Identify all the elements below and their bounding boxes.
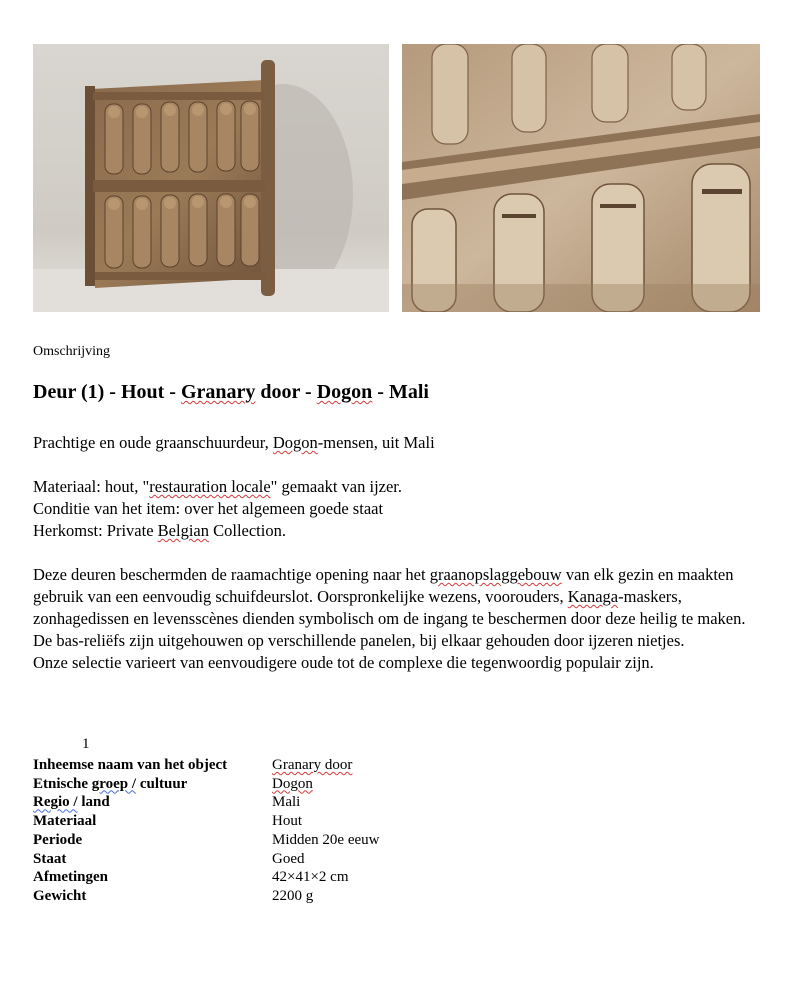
section-label: Omschrijving xyxy=(33,344,110,359)
table-row xyxy=(33,850,379,869)
details-text: Materiaal: hout, "restauration locale" gemaakt van ijzer. Conditie van het item: over het algemeen goede staat Herkomst: Private Belgian Collection. xyxy=(33,477,403,540)
table-row xyxy=(33,812,379,831)
property-value: Hout xyxy=(272,813,302,830)
property-value: Dogon xyxy=(272,775,313,792)
item-number: 1 xyxy=(82,736,90,752)
property-value: Mali xyxy=(272,794,301,811)
page-title: Deur (1) - Hout - Granary door - Dogon - Mali xyxy=(33,381,429,403)
property-label: Periode xyxy=(33,831,83,848)
intro-text: Prachtige en oude graanschuurdeur, Dogon-mensen, uit Mali xyxy=(33,433,435,452)
granary-door-photo-icon xyxy=(33,44,389,312)
property-label: Inheemse naam van het object xyxy=(33,757,228,773)
table-row xyxy=(33,793,379,812)
door-relief-closeup-photo xyxy=(402,44,760,312)
table-row xyxy=(33,756,379,775)
property-value: 2200 g xyxy=(272,887,314,904)
property-label: Etnische groep / cultuur xyxy=(33,775,188,792)
property-label: Gewicht xyxy=(33,887,87,904)
property-value: Granary door xyxy=(272,757,353,773)
table-row xyxy=(33,775,379,794)
granary-door-photo xyxy=(33,44,389,312)
property-value: Midden 20e eeuw xyxy=(272,831,380,848)
properties-table xyxy=(33,756,379,906)
property-label: Regio / land xyxy=(33,794,110,811)
property-value: Goed xyxy=(272,850,305,867)
property-value: 42×41×2 cm xyxy=(272,869,349,886)
property-label: Materiaal xyxy=(33,813,97,830)
property-label: Staat xyxy=(33,850,67,867)
description-text: Deze deuren beschermden de raamachtige opening naar het graanopslaggebouw van elk gezin en maakten gebruik van een eenvoudig schuifdeurslot. Oorspronkelijke wezens, voorouders, Kanaga-maskers, zonhagedissen en levensscènes dienden symbolisch om de ingang te beschermen door deze heilig te maken. De bas-reliëfs zijn uitgehouwen op verschillende panelen, bij elkaar gehouden door ijzeren nietjes. Onze selectie varieert van eenvoudigere oude tot de complexe die tegenwoordig populair zijn. xyxy=(33,565,746,672)
door-relief-closeup-photo-icon xyxy=(402,44,760,312)
property-label: Afmetingen xyxy=(33,869,108,886)
table-row xyxy=(33,831,379,850)
table-row xyxy=(33,887,379,906)
table-row xyxy=(33,868,379,887)
